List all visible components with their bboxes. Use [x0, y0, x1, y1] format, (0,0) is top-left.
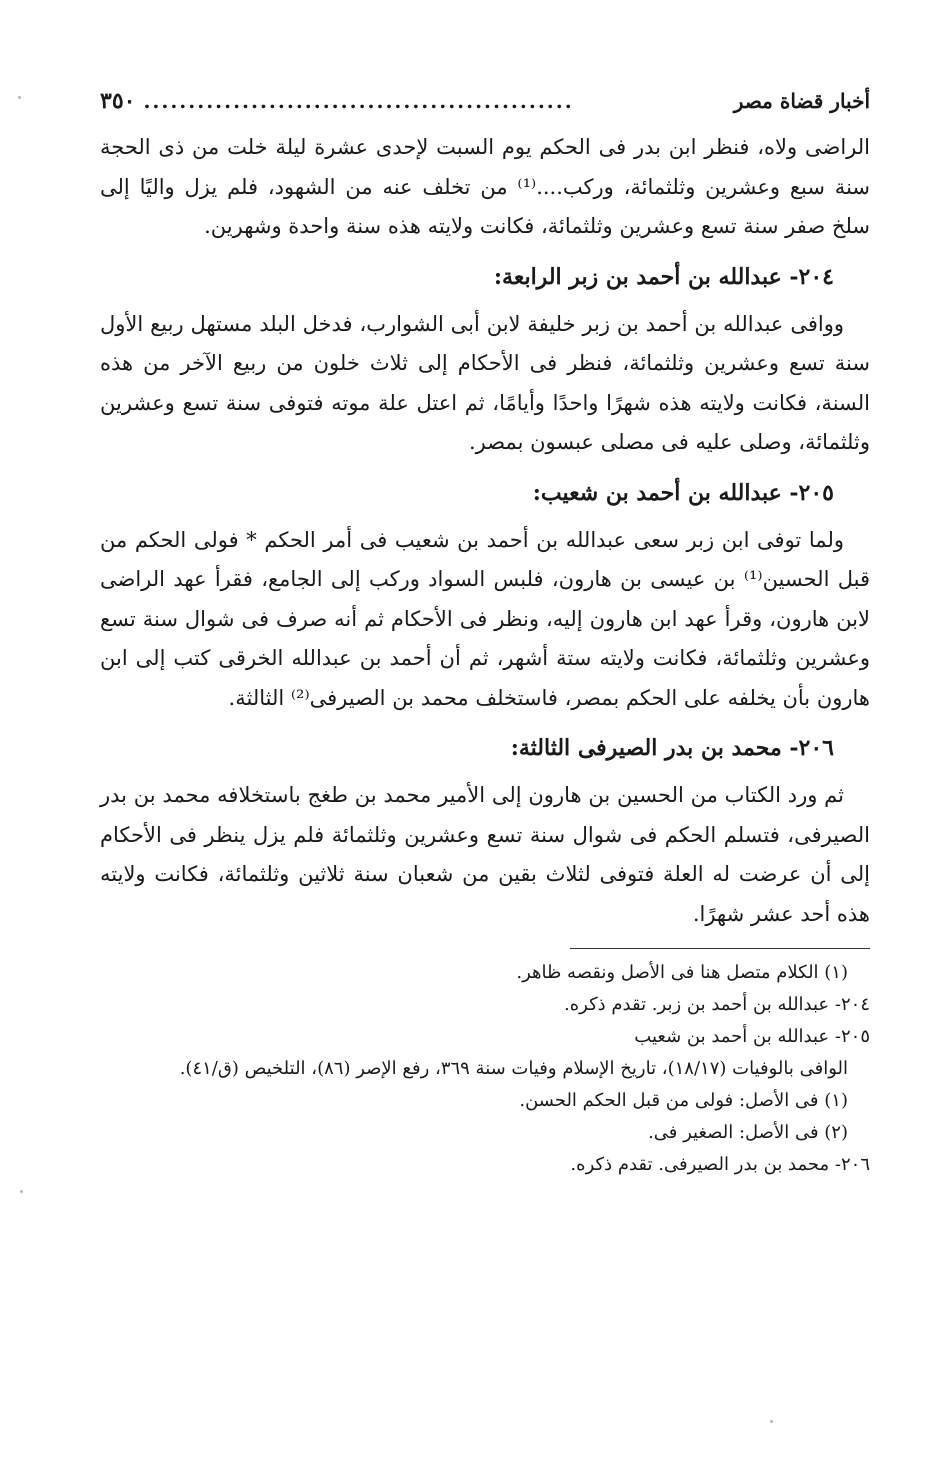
intro-paragraph: الراضى ولاه، فنظر ابن بدر فى الحكم يوم السبت لإحدى عشرة ليلة خلت من ذى الحجة سنة سبع وعشرين وثلثمائة، وركب....⁽¹⁾ من تخلف عنه من الشهود، فلم يزل واليًا إلى سلخ صفر سنة تسع وعشرين وثلثمائة، فكانت ولايته هذه سنة واحدة وشهرين.	[100, 135, 870, 238]
scan-speck	[20, 1190, 23, 1193]
footnote-item: (٢) فى الأصل: الصغير فى.	[648, 1122, 848, 1143]
scan-speck	[18, 96, 21, 99]
section-heading-205: ٢٠٥- عبدالله بن أحمد بن شعيب:	[532, 479, 834, 506]
section-paragraph-205: ولما توفى ابن زبر سعى عبدالله بن أحمد بن شعيب فى أمر الحكم * فولى الحكم من قبل الحسين⁽¹⁾ بن عيسى بن هارون، فلبس السواد وركب إلى الجامع، فقرأ عهد الراضى لابن هارون، وقرأ عهد ابن هارون إليه، ونظر فى الأحكام ثم أنه صرف فى شوال سنة تسع وعشرين وثلثمائة، فكانت ولايته ستة أشهر، ثم أن أحمد بن عبدالله الخرقى كتب إلى ابن هارون بأن يخلفه على الحكم بمصر، فاستخلف محمد بن الصيرفى⁽²⁾ الثالثة.	[100, 527, 870, 710]
footnote-item: ٢٠٥- عبدالله بن أحمد بن شعيب	[634, 1026, 870, 1047]
section-heading-204: ٢٠٤- عبدالله بن أحمد بن زبر الرابعة:	[493, 263, 834, 290]
section-paragraph-206: ثم ورد الكتاب من الحسين بن هارون إلى الأمير محمد بن طغج باستخلافه محمد بن بدر الصيرفى، فتسلم الحكم فى شوال سنة تسع وعشرين وثلثمائة فلم يزل ينظر فى الأحكام إلى أن عرضت له العلة فتوفى لثلاث بقين من شعبان سنة ثلاثين وثلثمائة، فكانت ولايته هذه أحد عشر شهرًا.	[100, 783, 870, 926]
footnotes	[100, 957, 870, 1181]
footnote-item: ٢٠٦- محمد بن بدر الصيرفى. تقدم ذكره.	[570, 1154, 870, 1175]
book-page	[100, 88, 870, 1181]
footnote-item: (١) الكلام متصل هنا فى الأصل ونقصه ظاهر.	[516, 962, 848, 983]
running-header	[100, 88, 870, 128]
section-paragraph-204: ووافى عبدالله بن أحمد بن زبر خليفة لابن أبى الشوارب، فدخل البلد مستهل ربيع الأول سنة تسع وعشرين وثلثمائة، فنظر فى الأحكام إلى ثلاث خلون من ربيع الآخر من هذه السنة، فكانت ولايته هذه شهرًا واحدًا وأيامًا، ثم اعتل علة موته فتوفى سنة تسع وعشرين وثلثمائة، وصلى عليه فى مصلى عبسون بمصر.	[100, 311, 870, 454]
book-title: أخبار قضاة مصر	[733, 89, 870, 113]
section-heading-206: ٢٠٦- محمد بن بدر الصيرفى الثالثة:	[510, 735, 834, 761]
footnote-item: الوافى بالوفيات (١٨/١٧)، تاريخ الإسلام وفيات سنة ٣٦٩، رفع الإصر (٨٦)، التلخيص (ق/٤١).	[179, 1058, 848, 1079]
scan-speck	[770, 1420, 773, 1423]
page-number: ٣٥٠	[100, 88, 136, 114]
footnote-item: (١) فى الأصل: فولى من قبل الحكم الحسن.	[519, 1090, 848, 1111]
footnote-item: ٢٠٤- عبدالله بن أحمد بن زبر. تقدم ذكره.	[563, 994, 870, 1015]
footnote-separator	[570, 948, 870, 949]
leader-dots: ................................................	[143, 89, 574, 113]
